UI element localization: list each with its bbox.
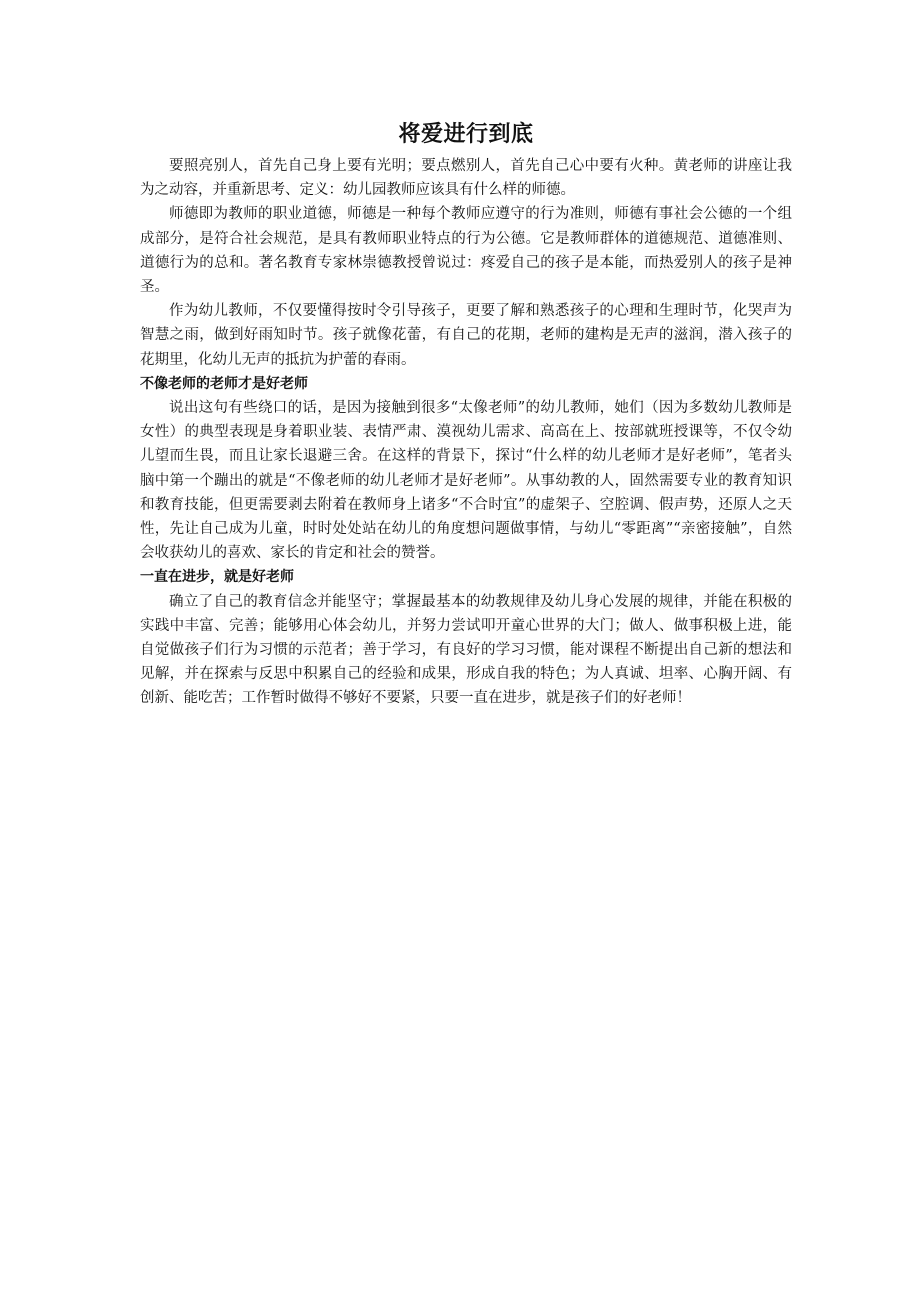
section-2-paragraph: 确立了自己的教育信念并能坚守；掌握最基本的幼教规律及幼儿身心发展的规律，并能在积极的实践中丰富、完善；能够用心体会幼儿，并努力尝试叩开童心世界的大门；做人、做事积极上进，能自觉做孩子们行为习惯的示范者；善于学习，有良好的学习习惯，能对课程不断提出自己新的想法和见解，并在探索与反思中积累自己的经验和成果，形成自我的特色；为人真诚、坦率、心胸开阔、有创新、能吃苦；工作暂时做得不够好不要紧，只要一直在进步，就是孩子们的好老师！	[140, 593, 792, 707]
section-heading-1: 不像老师的老师才是好老师	[140, 375, 308, 392]
intro-paragraph-1: 要照亮别人，首先自己身上要有光明；要点燃别人，首先自己心中要有火种。黄老师的讲座让我为之动容，并重新思考、定义：幼儿园教师应该具有什么样的师德。	[140, 158, 792, 199]
section-heading-2: 一直在进步，就是好老师	[140, 569, 294, 586]
intro-paragraph-3: 作为幼儿教师，不仅要懂得按时令引导孩子，更要了解和熟悉孩子的心理和生理时节，化哭声为智慧之雨，做到好雨知时节。孩子就像花蕾，有自己的花期，老师的建构是无声的滋润，潜入孩子的花期里，化幼儿无声的抵抗为护蕾的春雨。	[140, 303, 792, 368]
document-page	[140, 118, 792, 711]
document-title: 将爱进行到底	[398, 122, 534, 147]
section-1-paragraph: 说出这句有些绕口的话，是因为接触到很多“太像老师”的幼儿教师，她们（因为多数幼儿教师是女性）的典型表现是身着职业装、表情严肃、漠视幼儿需求、高高在上、按部就班授课等，不仅令幼儿望而生畏，而且让家长退避三舍。在这样的背景下，探讨“什么样的幼儿老师才是好老师”，笔者头脑中第一个蹦出的就是“不像老师的幼儿老师才是好老师”。从事幼教的人，固然需要专业的教育知识和教育技能，但更需要剥去附着在教师身上诸多“不合时宜”的虚架子、空腔调、假声势，还原人之天性，先让自己成为儿童，时时处处站在幼儿的角度想问题做事情，与幼儿“零距离”“亲密接触”，自然会收获幼儿的喜欢、家长的肯定和社会的赞誉。	[140, 400, 792, 562]
intro-paragraph-2: 师德即为教师的职业道德，师德是一种每个教师应遵守的行为准则，师德有事社会公德的一个组成部分，是符合社会规范，是具有教师职业特点的行为公德。它是教师群体的道德规范、道德准则、道德行为的总和。著名教育专家林崇德教授曾说过：疼爱自己的孩子是本能，而热爱别人的孩子是神圣。	[140, 206, 792, 296]
